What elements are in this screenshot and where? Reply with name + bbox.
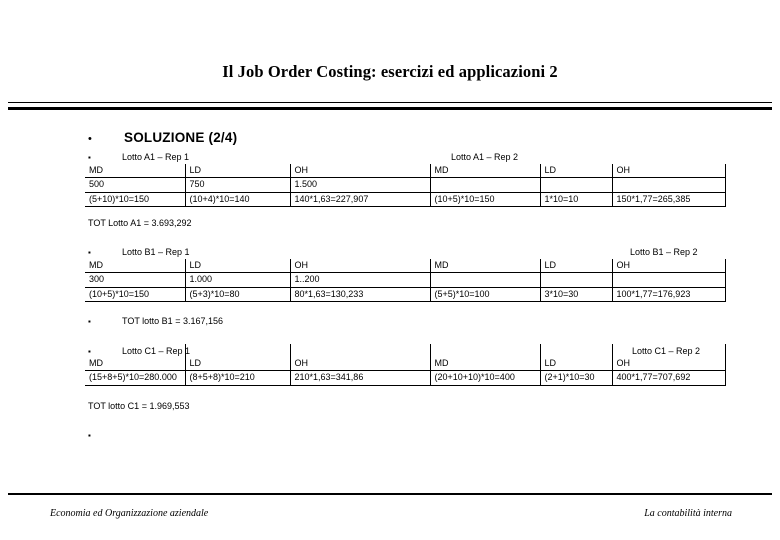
cell bbox=[540, 273, 612, 287]
sub-bullet-glyph-icon: ▪ bbox=[88, 248, 91, 257]
table-row-header bbox=[85, 164, 725, 178]
col-header-ld-1: LD bbox=[185, 357, 290, 371]
table-row bbox=[85, 287, 725, 301]
sub-bullet-glyph-icon: ▪ bbox=[88, 153, 91, 162]
cell-spacer bbox=[290, 344, 430, 357]
cell: 1*10=10 bbox=[540, 192, 612, 206]
cell: 500 bbox=[85, 178, 185, 192]
col-header-ld-2: LD bbox=[540, 164, 612, 178]
cell: 100*1,77=176,923 bbox=[612, 287, 725, 301]
cell: (5+5)*10=100 bbox=[430, 287, 540, 301]
col-header-oh-2: OH bbox=[612, 357, 725, 371]
cell: (20+10+10)*10=400 bbox=[430, 371, 540, 385]
footer-right-text: La contabilità interna bbox=[644, 508, 732, 519]
col-header-md-2: MD bbox=[430, 259, 540, 273]
table-row bbox=[85, 273, 725, 287]
col-header-md-1: MD bbox=[85, 357, 185, 371]
table-lotto-b1 bbox=[85, 259, 726, 302]
cell: 210*1,63=341,86 bbox=[290, 371, 430, 385]
cell-spacer bbox=[185, 344, 290, 357]
footer-divider bbox=[8, 493, 772, 495]
cell: (10+5)*10=150 bbox=[430, 192, 540, 206]
total-lotto-c1: TOT lotto C1 = 1.969,553 bbox=[88, 401, 190, 411]
total-lotto-b1: TOT lotto B1 = 3.167,156 bbox=[122, 316, 223, 326]
cell bbox=[430, 178, 540, 192]
cell-spacer bbox=[540, 344, 612, 357]
sub-bullet-glyph-icon: ▪ bbox=[88, 317, 91, 326]
lotto-b1-rep1-label: Lotto B1 – Rep 1 bbox=[122, 247, 190, 257]
table-row-header bbox=[85, 259, 725, 273]
col-header-md-1: MD bbox=[85, 259, 185, 273]
col-header-md-2: MD bbox=[430, 164, 540, 178]
title-divider-thick bbox=[8, 107, 772, 110]
cell: (10+5)*10=150 bbox=[85, 287, 185, 301]
footer-left-text: Economia ed Organizzazione aziendale bbox=[50, 508, 209, 519]
lotto-c1-rep1-label: Lotto C1 – Rep 1 bbox=[122, 346, 191, 356]
lotto-c1-rep2-label: Lotto C1 – Rep 2 bbox=[632, 346, 701, 356]
page-title: Il Job Order Costing: esercizi ed applicazioni 2 bbox=[222, 62, 558, 81]
total-lotto-a1: TOT Lotto A1 = 3.693,292 bbox=[88, 218, 192, 228]
cell: 1..200 bbox=[290, 273, 430, 287]
bullet-glyph-icon: • bbox=[88, 133, 92, 145]
lotto-a1-rep2-label: Lotto A1 – Rep 2 bbox=[451, 152, 519, 162]
cell: (15+8+5)*10=280.000 bbox=[85, 371, 185, 385]
col-header-md-2: MD bbox=[430, 357, 540, 371]
lotto-a1-rep1-label: Lotto A1 – Rep 1 bbox=[122, 152, 190, 162]
cell bbox=[540, 178, 612, 192]
cell: 1.500 bbox=[290, 178, 430, 192]
col-header-ld-1: LD bbox=[185, 259, 290, 273]
table-lotto-a1 bbox=[85, 164, 726, 207]
cell: 150*1,77=265,385 bbox=[612, 192, 725, 206]
cell: (2+1)*10=30 bbox=[540, 371, 612, 385]
table-row bbox=[85, 192, 725, 206]
lotto-b1-rep2-label: Lotto B1 – Rep 2 bbox=[630, 247, 698, 257]
cell bbox=[612, 273, 725, 287]
bullet-total-lotto-b1 bbox=[88, 316, 223, 326]
cell: 3*10=30 bbox=[540, 287, 612, 301]
sub-bullet-glyph-icon: ▪ bbox=[88, 347, 91, 356]
bullet-soluzione bbox=[88, 130, 237, 145]
bullet-soluzione-label: SOLUZIONE (2/4) bbox=[124, 130, 238, 145]
bullet-lotto-c1-rep1 bbox=[88, 346, 190, 356]
col-header-oh-1: OH bbox=[290, 259, 430, 273]
col-header-ld-2: LD bbox=[540, 259, 612, 273]
cell: 1.000 bbox=[185, 273, 290, 287]
cell: 300 bbox=[85, 273, 185, 287]
table-row bbox=[85, 371, 725, 385]
bullet-lotto-b1-rep1 bbox=[88, 247, 190, 257]
col-header-oh-2: OH bbox=[612, 259, 725, 273]
col-header-ld-1: LD bbox=[185, 164, 290, 178]
cell: (5+10)*10=150 bbox=[85, 192, 185, 206]
cell: (5+3)*10=80 bbox=[185, 287, 290, 301]
cell bbox=[612, 178, 725, 192]
table-row-header bbox=[85, 357, 725, 371]
title-divider-thin bbox=[8, 102, 772, 103]
col-header-md-1: MD bbox=[85, 164, 185, 178]
col-header-oh-2: OH bbox=[612, 164, 725, 178]
cell: 750 bbox=[185, 178, 290, 192]
cell-spacer bbox=[430, 344, 540, 357]
cell: (8+5+8)*10=210 bbox=[185, 371, 290, 385]
col-header-oh-1: OH bbox=[290, 357, 430, 371]
cell: 80*1,63=130,233 bbox=[290, 287, 430, 301]
cell: 140*1,63=227,907 bbox=[290, 192, 430, 206]
bullet-empty bbox=[88, 430, 122, 440]
col-header-ld-2: LD bbox=[540, 357, 612, 371]
cell: (10+4)*10=140 bbox=[185, 192, 290, 206]
cell bbox=[430, 273, 540, 287]
col-header-oh-1: OH bbox=[290, 164, 430, 178]
bullet-lotto-a1-rep1 bbox=[88, 152, 189, 162]
sub-bullet-glyph-icon: ▪ bbox=[88, 431, 91, 440]
table-row bbox=[85, 178, 725, 192]
cell: 400*1,77=707,692 bbox=[612, 371, 725, 385]
